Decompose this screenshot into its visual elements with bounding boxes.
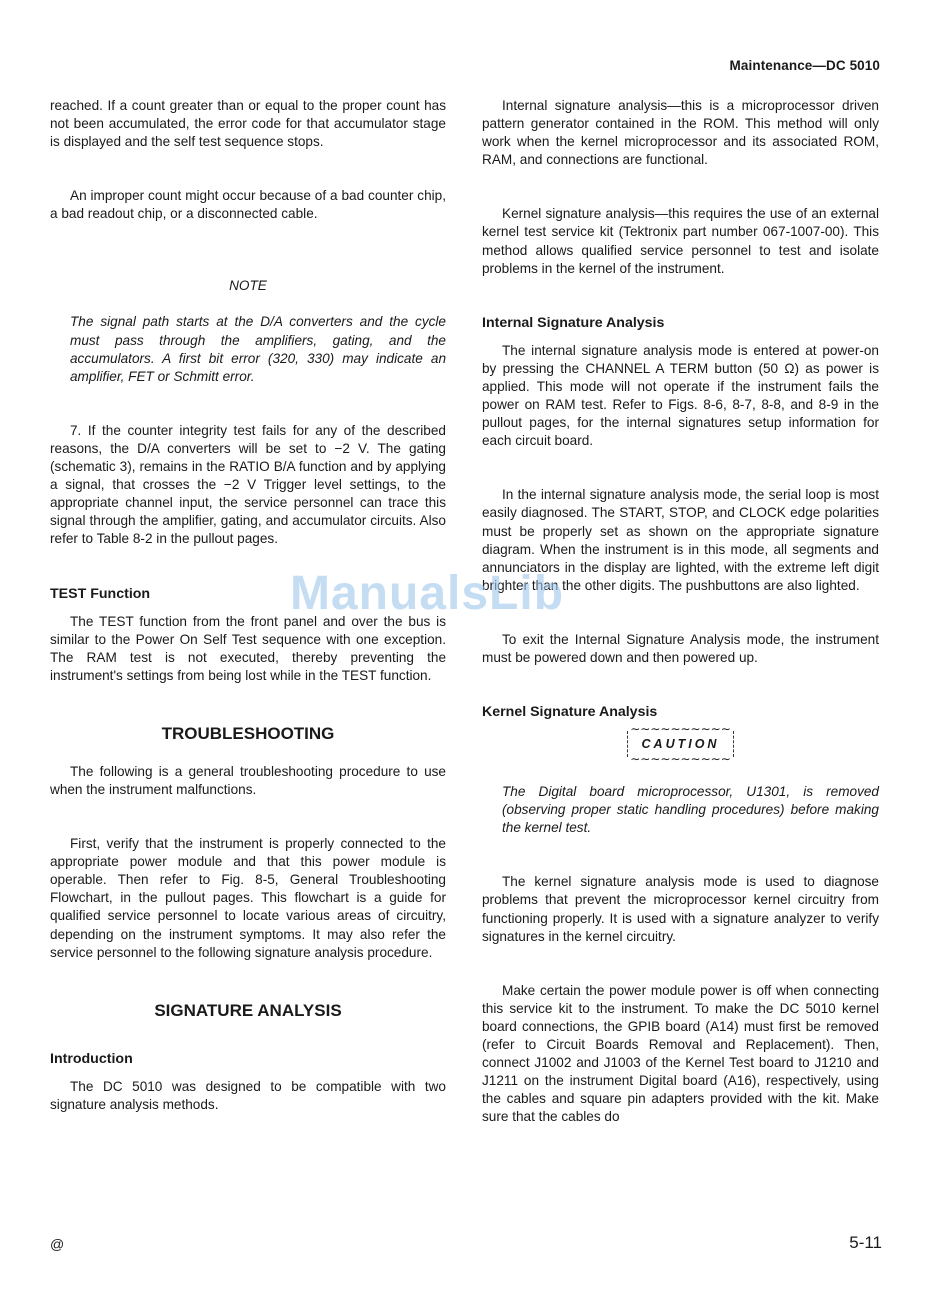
paragraph: The following is a general troubleshooting procedure to use when the instrument malfunctions. (50, 763, 446, 797)
paragraph: Kernel signature analysis—this requires the use of an external kernel test service kit (Tektronix part number 067-1007-00). This method allows qualified service personnel to test and isolate problems in the kernel of the instrument. (482, 206, 879, 276)
paragraph: The TEST function from the front panel and over the bus is similar to the Power On Self Test sequence with one exception. The RAM test is not executed, thereby preventing the instrument's settings from being lost while in the TEST function. (50, 613, 446, 683)
paragraph: The internal signature analysis mode is entered at power-on by pressing the CHANNEL A TERM button (50 Ω) as power is applied. This mode will not operate if the instrument fails the power on RAM test. Refer to Figs. 8-6, 8-7, 8-8, and 8-9 in the pullout pages, for the internal signatures setup information for each circuit board. (482, 342, 879, 449)
section-heading: Introduction (50, 1050, 133, 1067)
paragraph: 7. If the counter integrity test fails for any of the described reasons, the D/A converters will be set to −2 V. The gating (schematic 3), remains in the RATIO B/A function and by applying a signal, that crosses the −2 V Trigger level settings, to the appropriate channel input, the service personnel can trace this signal through the amplifier, gating, and accumulator circuits. Also refer to Table 8-2 in the pullout pages. (50, 422, 446, 547)
paragraph: First, verify that the instrument is properly connected to the appropriate power module and that this power module is operable. Then refer to Fig. 8-5, General Troubleshooting Flowchart, in the pullout pages. This flowchart is a guide for qualified service personnel to locate various areas of circuitry, depending on the instrument symptoms. It may also refer the service personnel to the following signature analysis procedure. (50, 836, 446, 960)
page-header: Maintenance—DC 5010 (729, 58, 880, 73)
page-number: 5-11 (849, 1233, 882, 1252)
paragraph: The DC 5010 was designed to be compatible with two signature analysis methods. (50, 1078, 446, 1112)
watermark: ManualsLib (290, 567, 565, 620)
paragraph: Internal signature analysis—this is a microprocessor driven pattern generator contained in the ROM. This method will only work when the kernel microprocessor and its associated ROM, RAM, and connections are functional. (482, 98, 879, 168)
section-heading: Internal Signature Analysis (482, 314, 665, 331)
section-heading: TEST Function (50, 585, 151, 602)
footer-symbol: @ (50, 1236, 65, 1252)
chapter-heading: SIGNATURE ANALYSIS (154, 1000, 342, 1020)
paragraph: To exit the Internal Signature Analysis mode, the instrument must be powered down and then powered up. (482, 631, 879, 665)
paragraph: Make certain the power module power is off when connecting this service kit to the instrument. To make the DC 5010 kernel board connections, the GPIB board (A14) must first be removed (refer to Circuit Boards Removal and Replacement). Then, connect J1002 and J1003 of the Kernel Test board to J1210 and J1211 on the instrument Digital board (A16), respectively, using the cables and square pin adapters provided with the kit. Make sure that the cables do (482, 982, 879, 1125)
paragraph: reached. If a count greater than or equal to the proper count has not been accumulated, the error code for that accumulator stage is displayed and the self test sequence stops. (50, 98, 446, 150)
paragraph: An improper count might occur because of a bad counter chip, a bad readout chip, or a disconnected cable. (50, 188, 446, 222)
paragraph: In the internal signature analysis mode, the serial loop is most easily diagnosed. The START, STOP, and CLOCK edge polarities must be properly set as shown on the appropriate signature diagram. When the instrument is in this mode, all segments and annunciators in the display are lighted, with the extreme left digit brighter than the other digits. The pushbuttons are also lighted. (482, 487, 879, 593)
caution-box: ∼∼∼∼∼∼∼∼∼∼ CAUTION ∼∼∼∼∼∼∼∼∼∼ (627, 731, 735, 757)
section-heading: Kernel Signature Analysis (482, 704, 658, 721)
note-title: NOTE (229, 278, 267, 294)
chapter-heading: TROUBLESHOOTING (161, 723, 335, 743)
note-body: The signal path starts at the D/A converters and the cycle must pass through the amplifiers, gating, and the accumulators. A first bit error (320, 330) may indicate an amplifier, FET or Schmitt error. (70, 314, 446, 384)
caution-text: The Digital board microprocessor, U1301, is removed (observing proper static handling procedures) before making the kernel test. (502, 784, 879, 836)
paragraph: The kernel signature analysis mode is used to diagnose problems that prevent the microprocessor kernel circuitry from functioning properly. It is used with a signature analyzer to verify signatures in the kernel circuitry. (482, 874, 879, 944)
